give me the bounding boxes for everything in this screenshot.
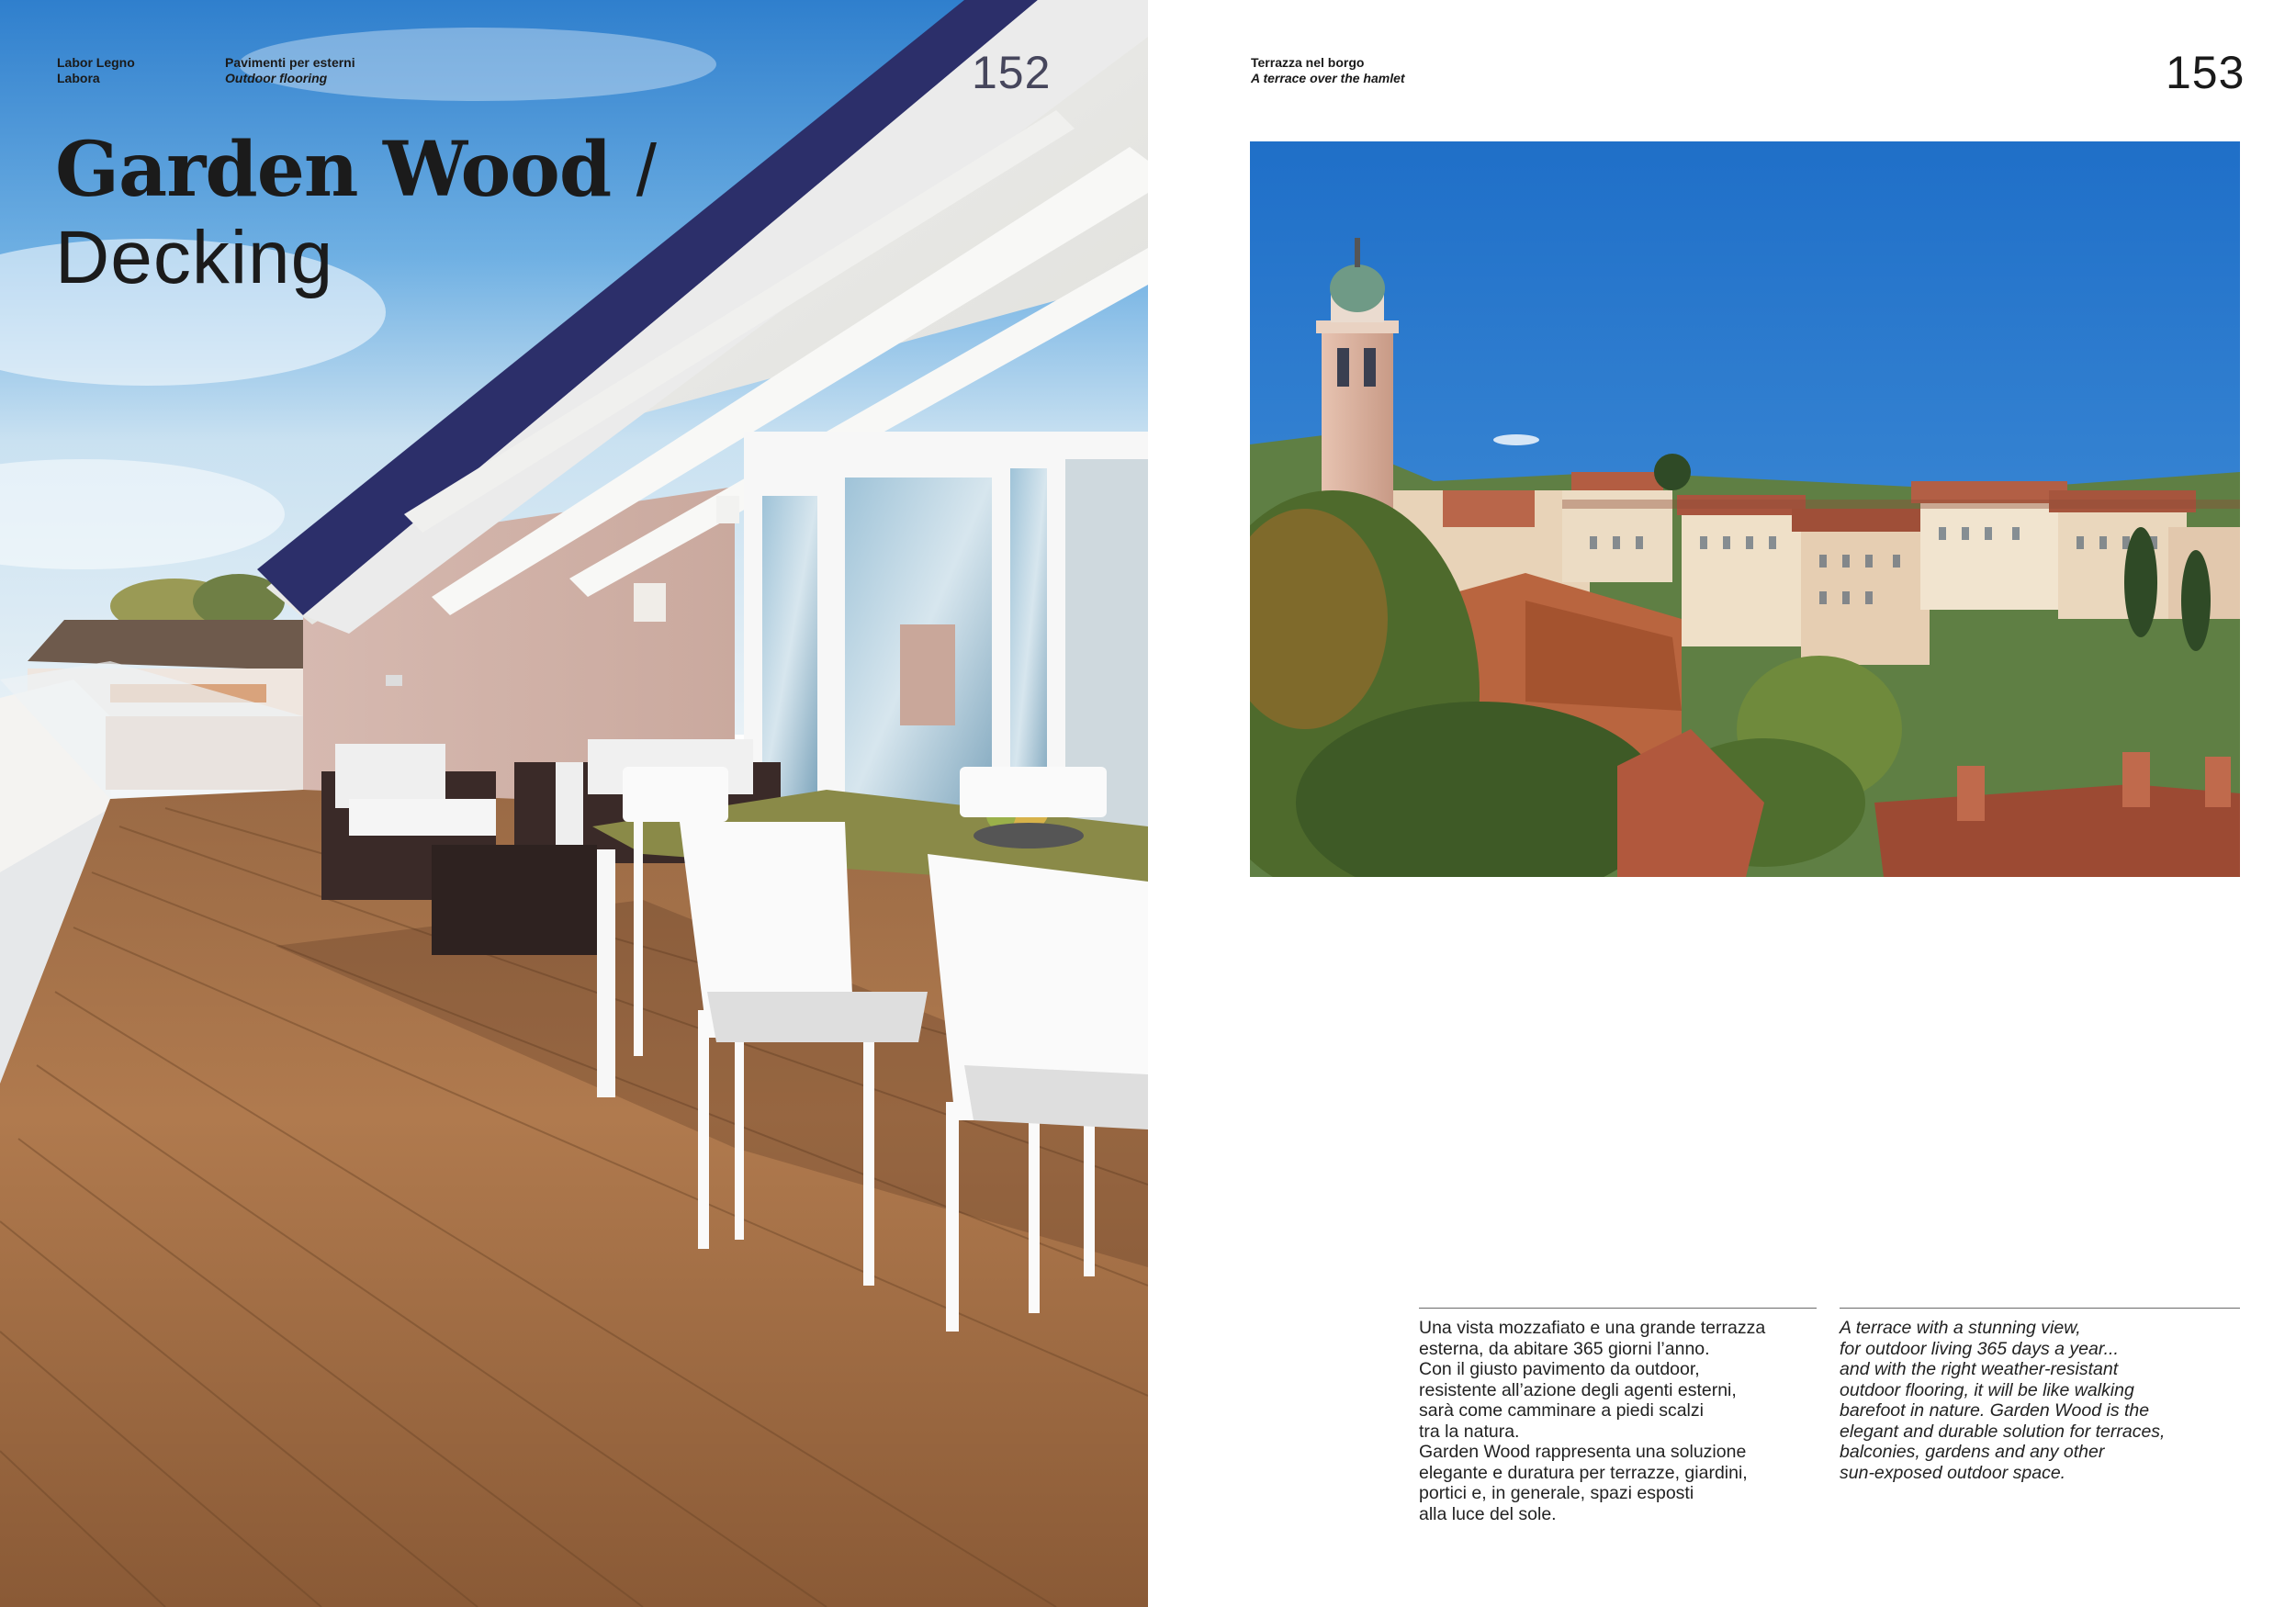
title-slash: / — [636, 129, 656, 211]
section-title-italian: Terrazza nel borgo — [1251, 55, 1365, 70]
italian-line: Garden Wood rappresenta una soluzione — [1419, 1442, 1747, 1462]
page-title — [55, 124, 656, 299]
header-category — [225, 55, 355, 86]
hamlet-photo — [1250, 141, 2240, 877]
brand-subname: Labora — [57, 71, 100, 85]
italian-line: alla luce del sole. — [1419, 1503, 1557, 1524]
category-italian: Pavimenti per esterni — [225, 55, 355, 70]
title-line-2: Decking — [55, 216, 334, 299]
english-line: and with the right weather-resistant — [1840, 1359, 2119, 1379]
italian-line: elegante e duratura per terrazze, giardini, — [1419, 1462, 1748, 1483]
english-line: barefoot in nature. Garden Wood is the — [1840, 1400, 2150, 1421]
italian-line: Con il giusto pavimento da outdoor, — [1419, 1359, 1700, 1379]
italian-line: resistente all’azione degli agenti esterni, — [1419, 1379, 1737, 1400]
body-text-italian — [1419, 1308, 1817, 1524]
title-garden-wood: Garden Wood — [55, 126, 612, 214]
right-page — [1148, 0, 2296, 1607]
italian-line: Una vista mozzafiato e una grande terrazza — [1419, 1318, 1766, 1338]
english-line: outdoor flooring, it will be like walking — [1840, 1379, 2134, 1400]
category-english: Outdoor flooring — [225, 71, 328, 85]
body-text-english — [1840, 1308, 2240, 1483]
title-line-1 — [55, 124, 656, 217]
brand-name: Labor Legno — [57, 55, 135, 70]
italian-line: sarà come camminare a piedi scalzi — [1419, 1400, 1704, 1421]
english-line: for outdoor living 365 days a year... — [1840, 1338, 2119, 1359]
header-brand — [57, 55, 135, 86]
italian-line: esterna, da abitare 365 giorni l’anno. — [1419, 1338, 1710, 1359]
english-line: A terrace with a stunning view, — [1840, 1318, 2081, 1338]
header-section-title — [1251, 55, 1405, 86]
italian-line: tra la natura. — [1419, 1421, 1520, 1442]
page-number-right: 153 — [2166, 47, 2245, 98]
italian-line: portici e, in generale, spazi esposti — [1419, 1483, 1694, 1503]
english-line: sun-exposed outdoor space. — [1840, 1462, 2066, 1483]
english-line: balconies, gardens and any other — [1840, 1442, 2105, 1462]
page-number-left: 152 — [972, 47, 1052, 98]
english-line: elegant and durable solution for terraces, — [1840, 1421, 2166, 1442]
section-title-english: A terrace over the hamlet — [1251, 71, 1405, 85]
